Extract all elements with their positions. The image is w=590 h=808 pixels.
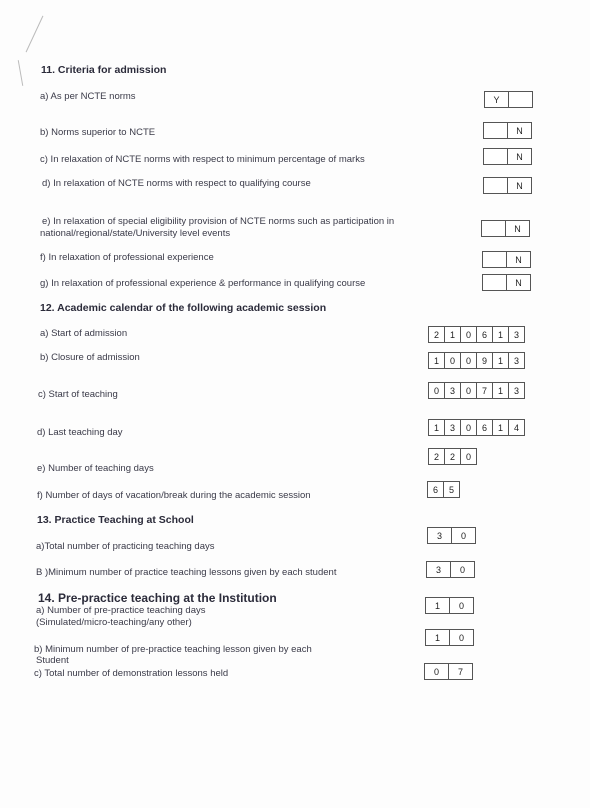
- digit-box: 0: [424, 663, 449, 680]
- criteria-label: b) Norms superior to NCTE: [40, 127, 156, 138]
- yn-box-group: [483, 148, 531, 165]
- practice-label: B )Minimum number of practice teaching lessons given by each student: [36, 567, 337, 578]
- yn-box-group: [482, 274, 530, 291]
- digit-box: 0: [460, 448, 477, 465]
- answer-box: N: [506, 251, 531, 268]
- count-box-group: [426, 561, 474, 578]
- digit-box: 1: [428, 352, 445, 369]
- digit-box: 0: [444, 352, 461, 369]
- criteria-label: f) In relaxation of professional experience: [40, 252, 214, 263]
- practice-label: a)Total number of practicing teaching days: [36, 541, 215, 552]
- digit-box: 6: [476, 419, 493, 436]
- digit-box: 3: [427, 527, 452, 544]
- yn-box-group: [481, 220, 529, 237]
- digit-box: 2: [444, 448, 461, 465]
- digit-box: 3: [508, 352, 525, 369]
- digit-box: 3: [444, 419, 461, 436]
- digit-box: 1: [492, 419, 509, 436]
- digit-box: 3: [426, 561, 451, 578]
- digit-box: 9: [476, 352, 493, 369]
- pre-practice-label: c) Total number of demonstration lessons held: [34, 668, 229, 679]
- answer-box: N: [507, 148, 532, 165]
- calendar-label: e) Number of teaching days: [37, 463, 154, 474]
- criteria-label: g) In relaxation of professional experience & performance in qualifying course: [40, 278, 366, 289]
- pre-practice-label-cont: (Simulated/micro-teaching/any other): [36, 617, 192, 628]
- digit-box: 1: [428, 419, 445, 436]
- digit-box: 4: [508, 419, 525, 436]
- answer-box: [481, 220, 506, 237]
- digit-box: 6: [476, 326, 493, 343]
- date-box-group: [428, 382, 524, 399]
- count-box-group: [424, 663, 472, 680]
- count-box-group: [425, 597, 473, 614]
- count-box-group: [425, 629, 473, 646]
- answer-box: N: [506, 274, 531, 291]
- digit-box: 3: [508, 326, 525, 343]
- scan-mark: [26, 16, 44, 53]
- digit-box: 2: [428, 448, 445, 465]
- answer-box: [483, 177, 508, 194]
- calendar-label: b) Closure of admission: [40, 352, 140, 363]
- digit-box: 0: [460, 326, 477, 343]
- answer-box: [482, 251, 507, 268]
- digit-box: 0: [460, 352, 477, 369]
- count-box-group: [428, 448, 476, 465]
- answer-box: N: [505, 220, 530, 237]
- answer-box: [483, 148, 508, 165]
- answer-box: Y: [484, 91, 509, 108]
- digit-box: 7: [448, 663, 473, 680]
- criteria-label: e) In relaxation of special eligibility provision of NCTE norms such as participation in: [42, 216, 395, 227]
- scan-mark: [18, 60, 23, 86]
- pre-practice-label-cont: Student: [36, 655, 69, 666]
- digit-box: 2: [428, 326, 445, 343]
- digit-box: 0: [451, 527, 476, 544]
- criteria-label: c) In relaxation of NCTE norms with respect to minimum percentage of marks: [40, 154, 365, 165]
- answer-box: [508, 91, 533, 108]
- yn-box-group: [484, 91, 532, 108]
- pre-practice-label: a) Number of pre-practice teaching days: [36, 605, 206, 616]
- digit-box: 1: [492, 352, 509, 369]
- answer-box: [483, 122, 508, 139]
- calendar-label: c) Start of teaching: [38, 389, 118, 400]
- answer-box: [482, 274, 507, 291]
- calendar-label: f) Number of days of vacation/break during the academic session: [37, 490, 311, 501]
- criteria-label: d) In relaxation of NCTE norms with respect to qualifying course: [42, 178, 311, 189]
- section-heading: 14. Pre-practice teaching at the Institution: [38, 591, 277, 605]
- calendar-label: d) Last teaching day: [37, 427, 123, 438]
- date-box-group: [428, 352, 524, 369]
- digit-box: 1: [444, 326, 461, 343]
- digit-box: 0: [460, 419, 477, 436]
- yn-box-group: [483, 122, 531, 139]
- calendar-label: a) Start of admission: [40, 328, 128, 339]
- digit-box: 7: [476, 382, 493, 399]
- digit-box: 1: [492, 382, 509, 399]
- digit-box: 6: [427, 481, 444, 498]
- answer-box: N: [507, 122, 532, 139]
- digit-box: 1: [425, 629, 450, 646]
- date-box-group: [428, 419, 524, 436]
- digit-box: 3: [508, 382, 525, 399]
- yn-box-group: [483, 177, 531, 194]
- digit-box: 0: [449, 629, 474, 646]
- date-box-group: [428, 326, 524, 343]
- digit-box: 0: [428, 382, 445, 399]
- digit-box: 0: [460, 382, 477, 399]
- count-box-group: [427, 527, 475, 544]
- digit-box: 1: [425, 597, 450, 614]
- section-heading: 13. Practice Teaching at School: [37, 514, 194, 526]
- yn-box-group: [482, 251, 530, 268]
- digit-box: 0: [450, 561, 475, 578]
- digit-box: 1: [492, 326, 509, 343]
- digit-box: 3: [444, 382, 461, 399]
- digit-box: 0: [449, 597, 474, 614]
- criteria-label: a) As per NCTE norms: [40, 91, 136, 102]
- criteria-label-cont: national/regional/state/University level events: [40, 228, 231, 239]
- digit-box: 5: [443, 481, 460, 498]
- section-heading: 11. Criteria for admission: [41, 64, 167, 76]
- section-heading: 12. Academic calendar of the following academic session: [40, 302, 327, 314]
- pre-practice-label: b) Minimum number of pre-practice teaching lesson given by each: [34, 644, 312, 655]
- count-box-group: [427, 481, 459, 498]
- answer-box: N: [507, 177, 532, 194]
